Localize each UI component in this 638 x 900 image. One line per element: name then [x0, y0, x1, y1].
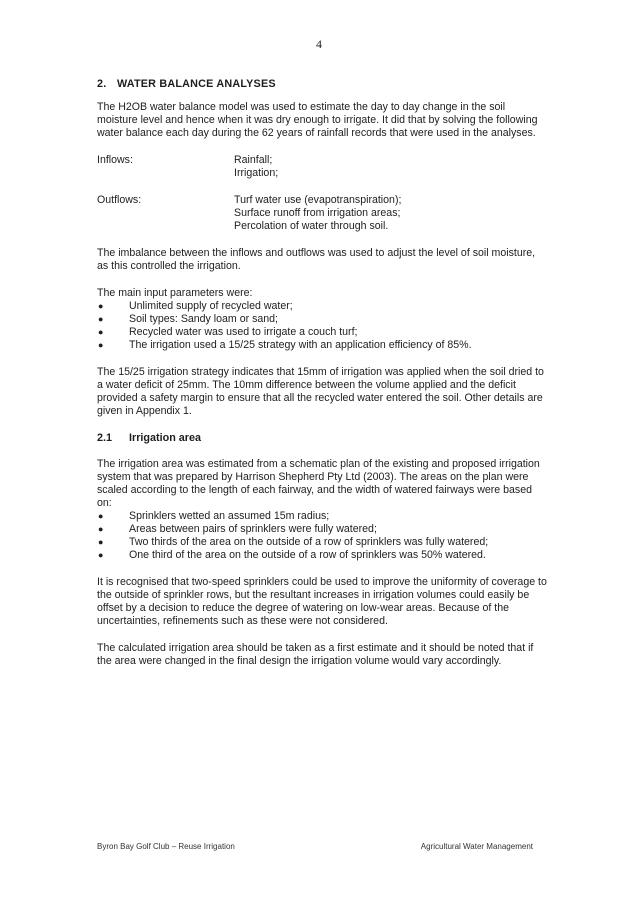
- outflows-list: [234, 194, 401, 233]
- estimate-paragraph: The calculated irrigation area should be taken as a first estimate and it should be noted that if the area were changed in the final design the irrigation volume would vary accordingly.: [97, 642, 534, 667]
- imbalance-paragraph: The imbalance between the inflows and outflows was used to adjust the level of soil moisture, as this controlled the irrigation.: [97, 247, 536, 272]
- list-item: ● Recycled water was used to irrigate a couch turf;: [98, 326, 358, 338]
- bullet-icon: ●: [98, 524, 104, 534]
- section-title: WATER BALANCE ANALYSES: [117, 78, 276, 90]
- bullet-icon: ●: [98, 314, 104, 324]
- sprinkler-assumptions-list: [97, 510, 547, 562]
- recognition-paragraph: It is recognised that two-speed sprinklers could be used to improve the uniformity of coverage to the outside of sprinkler rows, but the resultant increases in irrigation volumes could easily be offset by a decision to reduce the degree of watering on low-wear areas. Because of the uncertainties, refinements such as these were not considered.: [97, 576, 547, 627]
- inflows-row: [97, 154, 547, 180]
- list-item: ● Sprinklers wetted an assumed 15m radius;: [98, 510, 330, 522]
- inflow-item: Rainfall;: [234, 154, 273, 166]
- subsection-title: Irrigation area: [129, 432, 202, 444]
- list-item: ● Soil types: Sandy loam or sand;: [98, 313, 278, 325]
- inflows-label: Inflows:: [97, 154, 133, 166]
- bullet-icon: ●: [98, 550, 104, 560]
- strategy-paragraph: The 15/25 irrigation strategy indicates that 15mm of irrigation was applied when the soil dried to a water deficit of 25mm. The 10mm difference between the volume applied and the deficit provided a safety margin to ensure that all the recycled water entered the soil. Other details are given in Appendix 1.: [97, 366, 544, 417]
- inflows-list: [234, 154, 278, 180]
- footer-left-text: Byron Bay Golf Club – Reuse Irrigation: [97, 842, 235, 851]
- inflow-item: Irrigation;: [234, 167, 279, 179]
- list-item: ● Two thirds of the area on the outside of a row of sprinklers was fully watered;: [98, 536, 489, 548]
- page-number: 4: [316, 37, 322, 51]
- list-item: ● One third of the area on the outside of a row of sprinklers was 50% watered.: [98, 549, 486, 561]
- document-body: [97, 78, 547, 682]
- params-intro: The main input parameters were:: [97, 287, 253, 299]
- list-item: ● Areas between pairs of sprinklers were fully watered;: [98, 523, 377, 535]
- irrigation-area-intro: The irrigation area was estimated from a schematic plan of the existing and proposed irrigation system that was prepared by Harrison Shepherd Pty Ltd (2003). The areas on the plan were scaled according to the length of each fairway, and the width of watered fairways were based on:: [97, 458, 540, 509]
- footer-right-text: Agricultural Water Management: [420, 842, 533, 851]
- bullet-icon: ●: [98, 301, 104, 311]
- section-heading: [97, 78, 547, 91]
- bullet-icon: ●: [98, 340, 104, 350]
- outflow-item: Surface runoff from irrigation areas;: [234, 207, 401, 219]
- list-item: ● Unlimited supply of recycled water;: [98, 300, 293, 312]
- list-item: ● The irrigation used a 15/25 strategy with an application efficiency of 85%.: [98, 339, 472, 351]
- bullet-icon: ●: [98, 511, 104, 521]
- subsection-heading: [97, 432, 547, 445]
- section-intro-paragraph: The H2OB water balance model was used to estimate the day to day change in the soil moisture level and hence when it was dry enough to irrigate. It did that by solving the following water balance each day during the 62 years of rainfall records that were used in the analyses.: [97, 101, 538, 139]
- outflow-item: Turf water use (evapotranspiration);: [234, 194, 402, 206]
- subsection-number: 2.1: [97, 432, 113, 444]
- section-number: 2.: [97, 78, 107, 90]
- params-list: [97, 300, 547, 352]
- outflows-row: [97, 194, 547, 233]
- bullet-icon: ●: [98, 327, 104, 337]
- outflow-item: Percolation of water through soil.: [234, 220, 389, 232]
- outflows-label: Outflows:: [97, 194, 142, 206]
- bullet-icon: ●: [98, 537, 104, 547]
